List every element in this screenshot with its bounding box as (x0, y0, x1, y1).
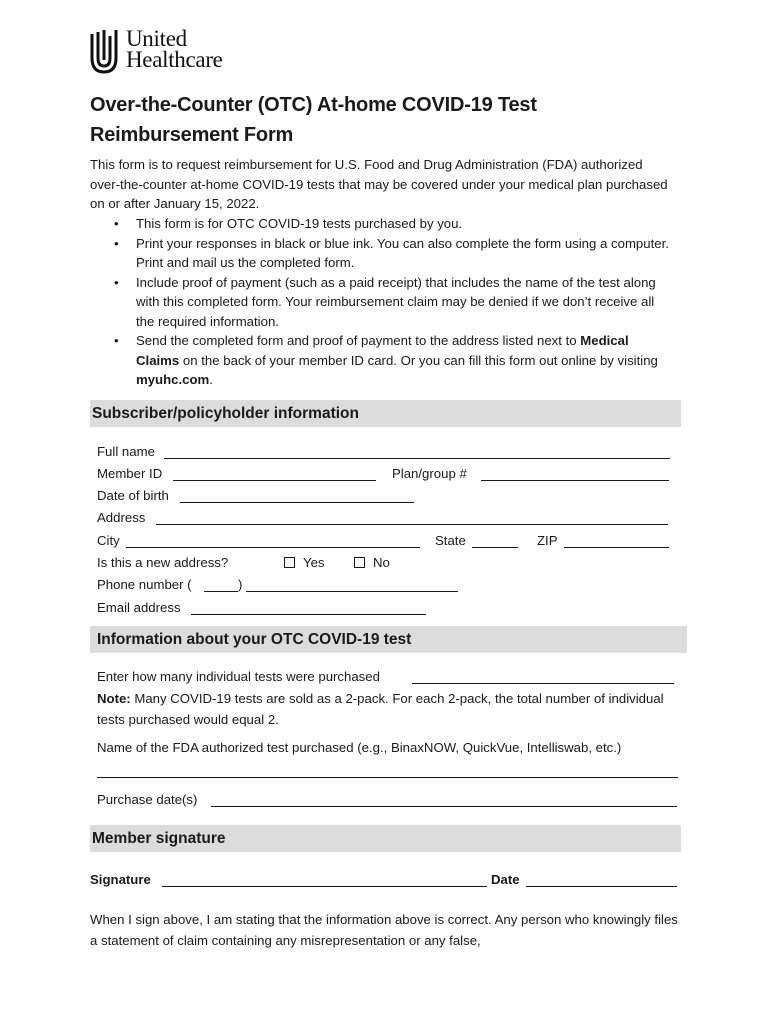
test-name-label: Name of the FDA authorized test purchased (e.g., BinaxNOW, QuickVue, Intelliswab, etc.) (97, 740, 622, 755)
purchase-dates-label: Purchase date(s) (97, 792, 198, 807)
email-field[interactable] (191, 614, 426, 615)
purchase-dates-field[interactable] (211, 806, 677, 807)
dob-field[interactable] (180, 502, 414, 503)
subscriber-section-heading: Subscriber/policyholder information (90, 400, 681, 427)
member-id-label: Member ID (97, 466, 163, 481)
signature-date-label: Date (491, 872, 520, 887)
medical-claims-text: Medical Claims (136, 333, 629, 368)
signature-date-field[interactable] (526, 886, 677, 887)
state-field[interactable] (472, 547, 518, 548)
test-name-field[interactable] (97, 777, 678, 778)
instruction-item: • Print your responses in black or blue ink. You can also complete the form using a computer. Print and mail us the completed form. (110, 234, 670, 273)
note-paragraph (97, 688, 667, 730)
attestation-statement: When I sign above, I am stating that the information above is correct. Any person who knowingly files a statement of claim containing any misrepresentation or any false, (90, 912, 678, 948)
instructions-list (110, 214, 670, 390)
test-count-field[interactable] (412, 683, 674, 684)
city-field[interactable] (126, 547, 420, 548)
zip-label: ZIP (537, 533, 558, 548)
instruction-text: on the back of your member ID card. Or you can fill this form out online by visiting (179, 352, 658, 368)
logo-line-1: United (126, 26, 187, 51)
yes-label: Yes (303, 555, 325, 570)
dob-label: Date of birth (97, 488, 169, 503)
phone-label: Phone number ( (97, 577, 192, 592)
member-id-field[interactable] (173, 480, 376, 481)
instruction-item: • Include proof of payment (such as a paid receipt) that includes the name of the test along with this completed form. Your reimbursement claim may be denied if we don’t receive all the required information. (110, 273, 670, 332)
form-title-line-2: Reimbursement Form (90, 124, 294, 146)
instruction-item (110, 331, 670, 390)
unitedhealthcare-logo (90, 28, 223, 76)
uhc-logo-icon (90, 28, 118, 76)
yes-option[interactable] (284, 555, 325, 571)
no-label: No (373, 555, 390, 570)
test-info-section-heading: Information about your OTC COVID-19 test (90, 626, 687, 653)
logo-wordmark (126, 28, 223, 70)
email-label: Email address (97, 600, 181, 615)
plan-group-field[interactable] (481, 480, 669, 481)
form-title (90, 90, 690, 150)
state-label: State (435, 533, 466, 548)
note-text: Many COVID-19 tests are sold as a 2-pack. For each 2-pack, the total number of individual tests purchased would equal 2. (97, 691, 664, 727)
city-label: City (97, 533, 120, 548)
plan-group-label: Plan/group # (392, 466, 467, 481)
phone-paren-close: ) (238, 577, 243, 592)
test-count-label: Enter how many individual tests were purchased (97, 669, 380, 684)
full-name-label: Full name (97, 444, 155, 459)
phone-number-field[interactable] (246, 591, 458, 592)
no-checkbox[interactable] (354, 557, 365, 568)
address-field[interactable] (156, 524, 668, 525)
signature-field[interactable] (162, 886, 487, 887)
new-address-label: Is this a new address? (97, 555, 229, 570)
intro-paragraph: This form is to request reimbursement for U.S. Food and Drug Administration (FDA) authorized over-the-counter at-home COVID-19 tests that may be covered under your medical plan purchased on or after January 15, 2022. (90, 157, 668, 211)
instruction-item: • This form is for OTC COVID-19 tests purchased by you. (110, 214, 670, 234)
signature-label: Signature (90, 872, 151, 887)
instruction-text: . (209, 372, 213, 387)
myuhc-link[interactable]: myuhc.com (136, 372, 210, 387)
yes-checkbox[interactable] (284, 557, 295, 568)
form-title-line-1: Over-the-Counter (OTC) At-home COVID-19 Test (90, 94, 537, 116)
logo-line-2: Healthcare (126, 47, 223, 72)
address-label: Address (97, 510, 146, 525)
instruction-text: Send the completed form and proof of payment to the address listed next to (136, 333, 581, 348)
phone-area-code-field[interactable] (204, 591, 238, 592)
note-label: Note: (97, 691, 131, 706)
full-name-field[interactable] (164, 458, 670, 459)
zip-field[interactable] (564, 547, 669, 548)
signature-section-heading: Member signature (90, 825, 681, 852)
no-option[interactable] (354, 555, 390, 571)
